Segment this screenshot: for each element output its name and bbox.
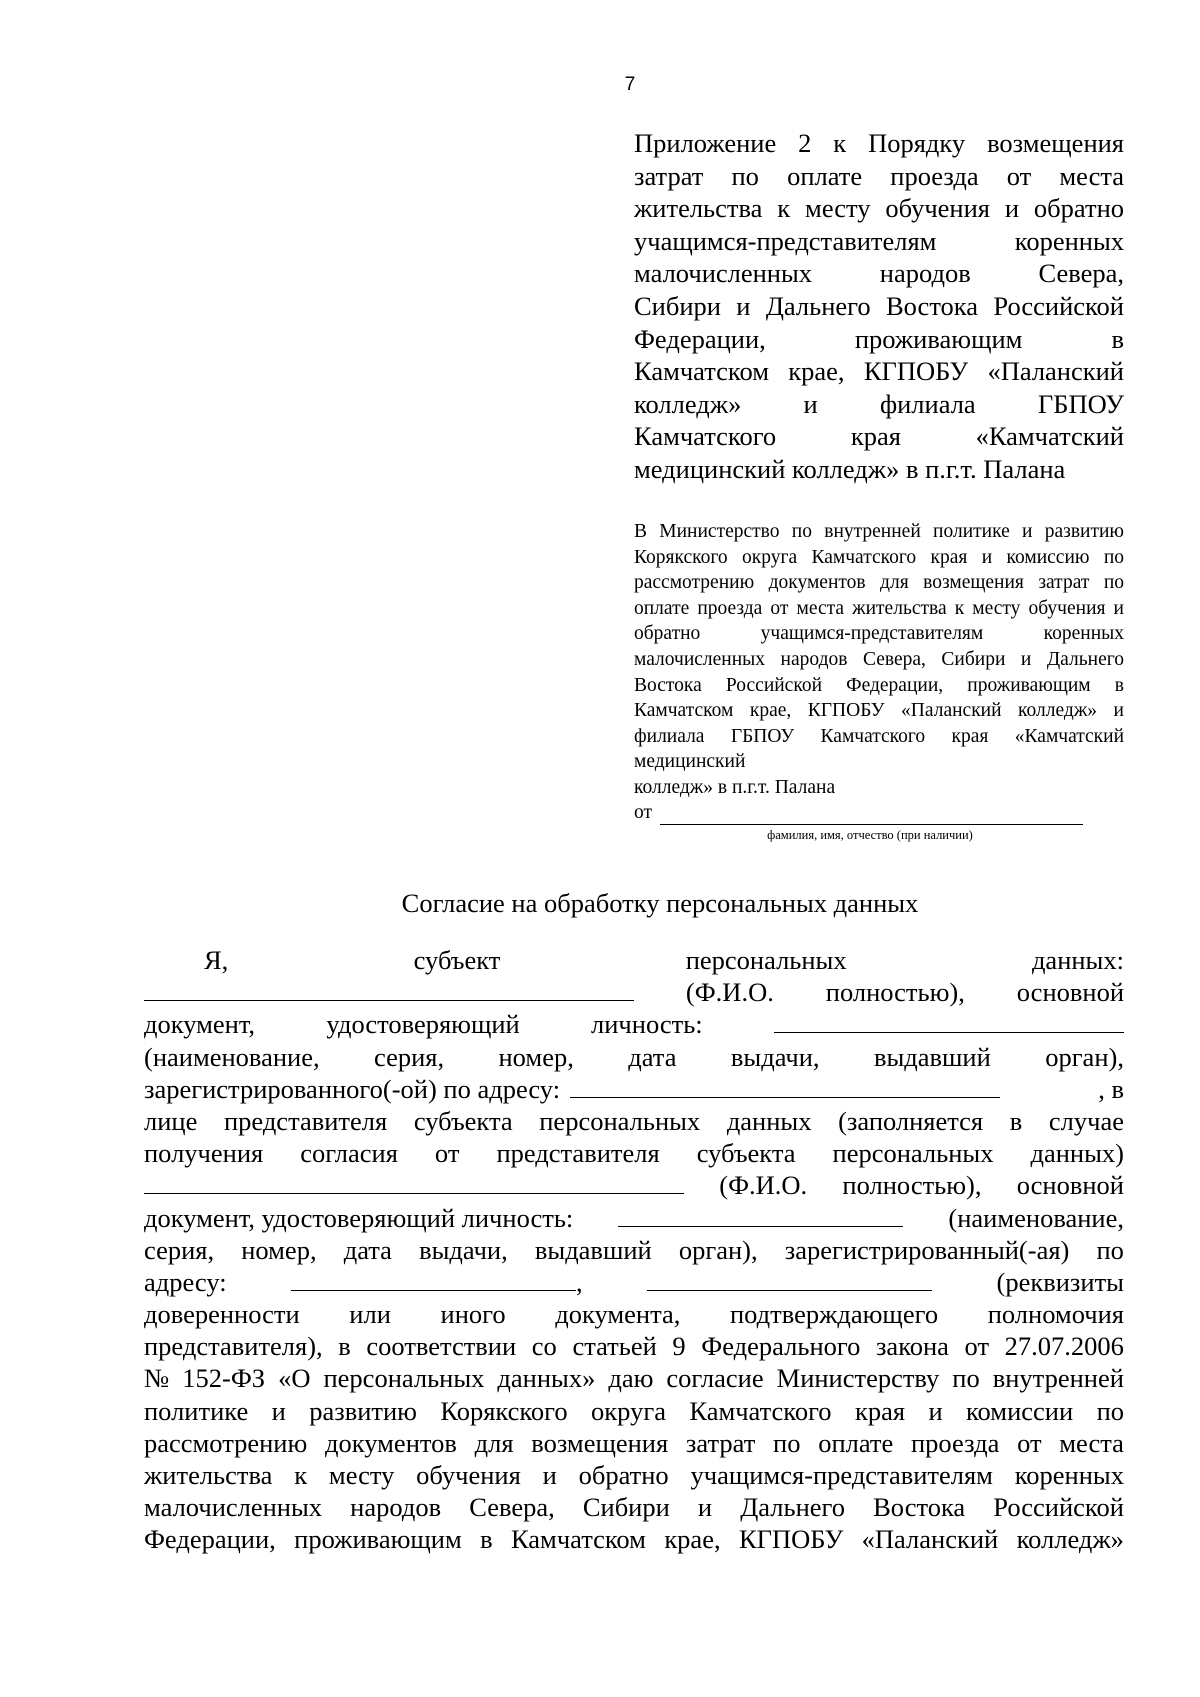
word: для (474, 1427, 514, 1458)
word: данных (726, 1105, 812, 1136)
word: рассмотрению (144, 1427, 308, 1458)
appendix-line: затрат по оплате проезда от места (634, 160, 1124, 191)
word: соответствии (366, 1331, 517, 1362)
appendix-heading (634, 127, 1124, 486)
word: развитию (309, 1395, 417, 1426)
word: дата (343, 1234, 392, 1265)
fio-caption: фамилия, имя, отчество (при наличии) (767, 828, 973, 842)
applicant-name-field[interactable] (660, 804, 1083, 825)
word: края (854, 1395, 906, 1426)
word: Министерству (776, 1363, 940, 1394)
word: Камчатского (689, 1395, 832, 1426)
word: субъект (413, 945, 501, 975)
word: документов (325, 1427, 457, 1458)
from-label: от (634, 802, 653, 823)
word: данных: (1031, 945, 1124, 975)
consent-body (144, 944, 1124, 1556)
addressee-last-line: колледж» в п.г.т. Палана (634, 776, 836, 798)
word: возмещения (531, 1427, 669, 1458)
subject-address-field[interactable] (570, 1075, 1000, 1098)
body-line (144, 1362, 1124, 1394)
word: обучения (416, 1460, 521, 1490)
body-line (144, 1459, 1124, 1491)
power-of-attorney-field[interactable] (647, 1268, 932, 1291)
word: в (338, 1331, 351, 1362)
body-line (144, 1523, 1124, 1555)
word: полностью), (842, 1170, 982, 1201)
subject-id-document-field[interactable] (774, 1010, 1124, 1033)
word: основной (1016, 1170, 1124, 1201)
body-line (144, 1137, 1124, 1169)
word: комиссии (966, 1395, 1074, 1426)
word: дата (628, 1041, 677, 1072)
word: по (773, 1427, 801, 1458)
body-line (144, 1395, 1124, 1427)
word: статьей (572, 1331, 657, 1362)
word: малочисленных (144, 1492, 323, 1523)
word: выдавший (534, 1234, 652, 1265)
document-title: Согласие на обработку персональных данных (401, 888, 919, 918)
word: от (964, 1331, 990, 1362)
word: «О (278, 1363, 311, 1394)
word: Сибири (582, 1492, 670, 1523)
word: лице (144, 1105, 198, 1136)
word: колледж» (1016, 1524, 1124, 1555)
word: номер, (498, 1041, 574, 1072)
word: Корякского (440, 1395, 568, 1426)
text-segment: (наименование, (948, 1202, 1124, 1233)
body-line (144, 1169, 1124, 1201)
appendix-line: медицинский колледж» в п.г.т. Палана (634, 453, 1066, 484)
word: основной (1016, 977, 1124, 1008)
word: 9 (672, 1331, 686, 1362)
word: выдачи, (730, 1041, 820, 1072)
word: удостоверяющий (326, 1009, 520, 1040)
representative-fio-field[interactable] (144, 1171, 684, 1194)
word: серия, (374, 1041, 445, 1072)
word: закона (875, 1331, 949, 1362)
word: Федерального (701, 1331, 861, 1362)
text-segment: адресу: (144, 1266, 227, 1297)
addressee-block (634, 519, 1124, 801)
word: КГПОБУ (738, 1524, 844, 1555)
text-segment: , (576, 1266, 583, 1297)
addressee-text: В Министерство по внутренней политике и развитию Корякского округа Камчатского края и комиссию по рассмотрению документов для возмещения затрат по оплате проезда от места жительства к месту обучения и обратно учащимся-представителям коренных малочисленных народов Севера, Сибири и Дальнего Востока Российской Федерации, проживающим в Камчатском крае, КГПОБУ «Паланский колледж» и филиала ГБПОУ Камчатского края «Камчатский медицинский (634, 521, 1124, 773)
word: орган), (1045, 1041, 1124, 1072)
word: в (1009, 1105, 1023, 1136)
word: представителя (223, 1105, 388, 1136)
body-line (144, 1234, 1124, 1266)
body-line (144, 1105, 1124, 1137)
body-line (144, 1041, 1124, 1073)
body-line (144, 1073, 1124, 1105)
appendix-line: малочисленных народов Севера, (634, 258, 1124, 289)
word: крае, (664, 1524, 721, 1555)
word: иного (440, 1299, 506, 1330)
word: (наименование, (144, 1041, 320, 1072)
appendix-line: Камчатского края «Камчатский (634, 421, 1124, 452)
appendix-line: Приложение 2 к Порядку возмещения (634, 128, 1124, 158)
word: «Паланский (861, 1524, 999, 1555)
body-line (144, 1330, 1124, 1362)
body-line (144, 944, 1124, 976)
word: Дальнего (740, 1492, 845, 1523)
body-line (144, 1491, 1124, 1523)
word: выдавший (873, 1041, 991, 1072)
word: серия, (144, 1234, 215, 1265)
word: Российской (993, 1492, 1124, 1523)
word: согласие (666, 1363, 764, 1394)
appendix-line: Сибири и Дальнего Востока Российской (634, 290, 1124, 321)
word: округа (591, 1395, 666, 1426)
word: выдачи, (419, 1234, 508, 1265)
appendix-line: Камчатском крае, КГПОБУ «Паланский (634, 356, 1124, 387)
word: народов (350, 1492, 442, 1523)
text-segment: документ, удостоверяющий личность: (144, 1202, 574, 1233)
word: согласия (300, 1138, 398, 1169)
word: документа, (555, 1299, 681, 1330)
body-line (144, 1427, 1124, 1459)
word: персональных (323, 1363, 485, 1394)
appendix-line: жительства к месту обучения и обратно (634, 193, 1124, 224)
word: № (144, 1363, 170, 1394)
word: полномочия (987, 1299, 1124, 1330)
word: персональных (539, 1105, 701, 1136)
appendix-line: Федерации, проживающим в (634, 323, 1124, 354)
word: оплате (818, 1427, 894, 1458)
word: месту (328, 1460, 395, 1490)
representative-address-field[interactable] (291, 1268, 576, 1291)
body-line (144, 976, 1124, 1008)
word: (заполняется (838, 1105, 984, 1136)
word: учащимся-представителям (690, 1460, 993, 1490)
word: 27.07.2006 (1004, 1331, 1124, 1362)
text-segment: (реквизиты (996, 1266, 1124, 1297)
body-line (144, 1008, 1124, 1040)
word: Камчатском (510, 1524, 646, 1555)
body-line (144, 1298, 1124, 1330)
appendix-line: колледж» и филиала ГБПОУ (634, 388, 1124, 419)
word: затрат (685, 1427, 756, 1458)
page-number: 7 (624, 74, 636, 95)
word: документ, (144, 1009, 256, 1040)
word: персональных (685, 945, 847, 975)
word: подтверждающего (729, 1299, 939, 1330)
word: персональных (832, 1138, 994, 1169)
word: жительства (144, 1460, 273, 1490)
word: места (1059, 1427, 1124, 1458)
word: и (928, 1395, 943, 1426)
body-line (144, 1266, 1124, 1298)
word: со (531, 1331, 557, 1362)
word: (Ф.И.О. (685, 977, 774, 1008)
word: проживающим (294, 1524, 462, 1555)
from-line (634, 800, 1124, 825)
word: по (952, 1363, 980, 1394)
word: (Ф.И.О. (719, 1170, 808, 1201)
word: Федерации, (144, 1524, 276, 1555)
word: Я, (204, 945, 229, 975)
word: или (349, 1299, 391, 1330)
word: коренных (1014, 1460, 1124, 1490)
word: Севера, (469, 1492, 555, 1523)
word: случае (1048, 1105, 1124, 1136)
word: представителя), (144, 1331, 323, 1362)
word: обратно (578, 1460, 669, 1490)
word: и (697, 1492, 713, 1523)
word: получения (144, 1138, 264, 1169)
text-segment: , в (1098, 1073, 1124, 1104)
word: политике (144, 1395, 249, 1426)
word: субъекта (696, 1138, 796, 1169)
word: к (294, 1460, 308, 1490)
word: субъекта (413, 1105, 513, 1136)
word: 152-ФЗ (182, 1363, 266, 1394)
word: данных» (497, 1363, 596, 1394)
word: зарегистрированный(-ая) (784, 1234, 1070, 1265)
representative-id-document-field[interactable] (618, 1204, 903, 1227)
word: представителя (496, 1138, 660, 1169)
appendix-line: учащимся-представителям коренных (634, 225, 1124, 256)
word: и (271, 1395, 286, 1426)
word: в (480, 1524, 493, 1555)
word: личность: (591, 1009, 703, 1040)
word: данных) (1030, 1138, 1124, 1169)
word: полностью), (825, 977, 965, 1008)
word: и (542, 1460, 557, 1490)
word: по (1096, 1395, 1124, 1426)
word: проезда (911, 1427, 1000, 1458)
body-line (144, 1202, 1124, 1234)
word: Востока (873, 1492, 966, 1523)
word: орган), (678, 1234, 758, 1265)
word: даю (608, 1363, 654, 1394)
word: номер, (241, 1234, 317, 1265)
word: по (1096, 1234, 1124, 1265)
word: внутренней (992, 1363, 1124, 1394)
subject-fio-field[interactable] (144, 978, 634, 1001)
word: от (1017, 1427, 1042, 1458)
text-segment: зарегистрированного(-ой) по адресу: (144, 1073, 561, 1104)
word: от (434, 1138, 460, 1169)
word: доверенности (144, 1299, 300, 1330)
